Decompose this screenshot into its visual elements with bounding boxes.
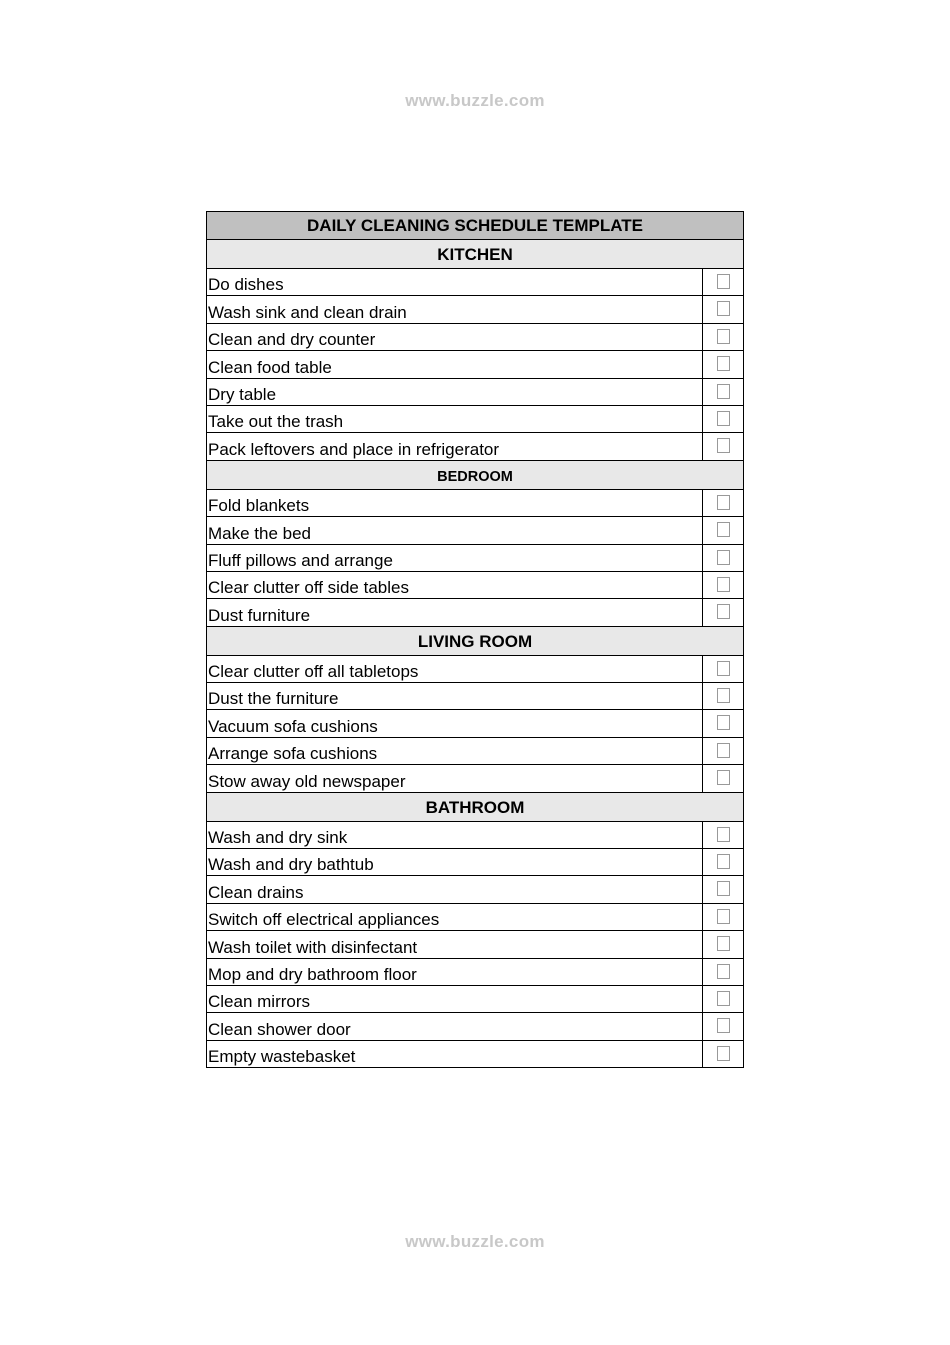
task-row bbox=[207, 849, 744, 876]
task-row bbox=[207, 571, 744, 598]
task-label: Clean food table bbox=[207, 351, 703, 378]
page-title: DAILY CLEANING SCHEDULE TEMPLATE bbox=[207, 212, 744, 240]
checkbox-cell bbox=[703, 405, 744, 432]
section-title: KITCHEN bbox=[207, 240, 744, 269]
cleaning-schedule-table bbox=[206, 211, 744, 1068]
checkbox-cell bbox=[703, 544, 744, 571]
task-label: Fold blankets bbox=[207, 489, 703, 516]
task-label: Take out the trash bbox=[207, 405, 703, 432]
task-row bbox=[207, 599, 744, 626]
task-row bbox=[207, 405, 744, 432]
checkbox-cell bbox=[703, 571, 744, 598]
checkbox-cell bbox=[703, 931, 744, 958]
task-label: Do dishes bbox=[207, 269, 703, 296]
checkbox-cell bbox=[703, 269, 744, 296]
watermark-bottom: www.buzzle.com bbox=[405, 1232, 545, 1251]
task-checkbox[interactable] bbox=[717, 881, 730, 896]
task-label: Switch off electrical appliances bbox=[207, 903, 703, 930]
checkbox-cell bbox=[703, 599, 744, 626]
task-checkbox[interactable] bbox=[717, 715, 730, 730]
checkbox-cell bbox=[703, 351, 744, 378]
task-label: Wash and dry sink bbox=[207, 821, 703, 848]
task-checkbox[interactable] bbox=[717, 661, 730, 676]
task-row bbox=[207, 433, 744, 460]
task-label: Dust furniture bbox=[207, 599, 703, 626]
task-label: Wash and dry bathtub bbox=[207, 849, 703, 876]
checkbox-cell bbox=[703, 1040, 744, 1067]
task-label: Arrange sofa cushions bbox=[207, 737, 703, 764]
checkbox-cell bbox=[703, 765, 744, 792]
section-header-kitchen bbox=[207, 240, 744, 269]
checkbox-cell bbox=[703, 1013, 744, 1040]
task-label: Wash toilet with disinfectant bbox=[207, 931, 703, 958]
checkbox-cell bbox=[703, 849, 744, 876]
task-checkbox[interactable] bbox=[717, 329, 730, 344]
task-label: Dry table bbox=[207, 378, 703, 405]
task-checkbox[interactable] bbox=[717, 411, 730, 426]
task-row bbox=[207, 876, 744, 903]
task-label: Empty wastebasket bbox=[207, 1040, 703, 1067]
checkbox-cell bbox=[703, 655, 744, 682]
task-row bbox=[207, 958, 744, 985]
task-checkbox[interactable] bbox=[717, 356, 730, 371]
title-row bbox=[207, 212, 744, 240]
task-row bbox=[207, 821, 744, 848]
section-title: LIVING ROOM bbox=[207, 626, 744, 655]
section-header-bedroom bbox=[207, 460, 744, 489]
checkbox-cell bbox=[703, 876, 744, 903]
task-checkbox[interactable] bbox=[717, 522, 730, 537]
task-label: Make the bed bbox=[207, 517, 703, 544]
checkbox-cell bbox=[703, 903, 744, 930]
task-checkbox[interactable] bbox=[717, 577, 730, 592]
task-row bbox=[207, 489, 744, 516]
task-row bbox=[207, 1040, 744, 1067]
checkbox-cell bbox=[703, 710, 744, 737]
watermark-top: www.buzzle.com bbox=[405, 91, 545, 110]
task-checkbox[interactable] bbox=[717, 770, 730, 785]
checkbox-cell bbox=[703, 958, 744, 985]
checkbox-cell bbox=[703, 489, 744, 516]
checkbox-cell bbox=[703, 433, 744, 460]
task-row bbox=[207, 985, 744, 1012]
task-checkbox[interactable] bbox=[717, 1046, 730, 1061]
task-label: Vacuum sofa cushions bbox=[207, 710, 703, 737]
section-header-bathroom bbox=[207, 792, 744, 821]
task-row bbox=[207, 378, 744, 405]
checkbox-cell bbox=[703, 296, 744, 323]
task-label: Clean and dry counter bbox=[207, 323, 703, 350]
section-header-living-room bbox=[207, 626, 744, 655]
task-row bbox=[207, 544, 744, 571]
task-row bbox=[207, 1013, 744, 1040]
task-label: Pack leftovers and place in refrigerator bbox=[207, 433, 703, 460]
task-label: Clear clutter off side tables bbox=[207, 571, 703, 598]
task-label: Clean shower door bbox=[207, 1013, 703, 1040]
section-title: BEDROOM bbox=[207, 460, 744, 489]
task-label: Clean drains bbox=[207, 876, 703, 903]
task-row bbox=[207, 710, 744, 737]
task-row bbox=[207, 737, 744, 764]
task-row bbox=[207, 903, 744, 930]
task-checkbox[interactable] bbox=[717, 964, 730, 979]
task-row bbox=[207, 351, 744, 378]
task-checkbox[interactable] bbox=[717, 688, 730, 703]
task-label: Clear clutter off all tabletops bbox=[207, 655, 703, 682]
task-row bbox=[207, 655, 744, 682]
task-label: Dust the furniture bbox=[207, 683, 703, 710]
task-checkbox[interactable] bbox=[717, 909, 730, 924]
task-row bbox=[207, 765, 744, 792]
task-checkbox[interactable] bbox=[717, 550, 730, 565]
task-checkbox[interactable] bbox=[717, 495, 730, 510]
task-label: Wash sink and clean drain bbox=[207, 296, 703, 323]
task-checkbox[interactable] bbox=[717, 991, 730, 1006]
task-checkbox[interactable] bbox=[717, 1018, 730, 1033]
task-row bbox=[207, 269, 744, 296]
task-label: Fluff pillows and arrange bbox=[207, 544, 703, 571]
checkbox-cell bbox=[703, 323, 744, 350]
task-row bbox=[207, 931, 744, 958]
task-row bbox=[207, 296, 744, 323]
checkbox-cell bbox=[703, 985, 744, 1012]
section-title: BATHROOM bbox=[207, 792, 744, 821]
task-checkbox[interactable] bbox=[717, 743, 730, 758]
task-checkbox[interactable] bbox=[717, 438, 730, 453]
task-checkbox[interactable] bbox=[717, 274, 730, 289]
checkbox-cell bbox=[703, 737, 744, 764]
task-checkbox[interactable] bbox=[717, 384, 730, 399]
task-checkbox[interactable] bbox=[717, 604, 730, 619]
checkbox-cell bbox=[703, 517, 744, 544]
task-checkbox[interactable] bbox=[717, 301, 730, 316]
task-label: Clean mirrors bbox=[207, 985, 703, 1012]
checkbox-cell bbox=[703, 821, 744, 848]
task-checkbox[interactable] bbox=[717, 827, 730, 842]
checkbox-cell bbox=[703, 378, 744, 405]
task-row bbox=[207, 323, 744, 350]
task-label: Stow away old newspaper bbox=[207, 765, 703, 792]
task-row bbox=[207, 517, 744, 544]
task-checkbox[interactable] bbox=[717, 854, 730, 869]
task-row bbox=[207, 683, 744, 710]
checkbox-cell bbox=[703, 683, 744, 710]
task-label: Mop and dry bathroom floor bbox=[207, 958, 703, 985]
task-checkbox[interactable] bbox=[717, 936, 730, 951]
